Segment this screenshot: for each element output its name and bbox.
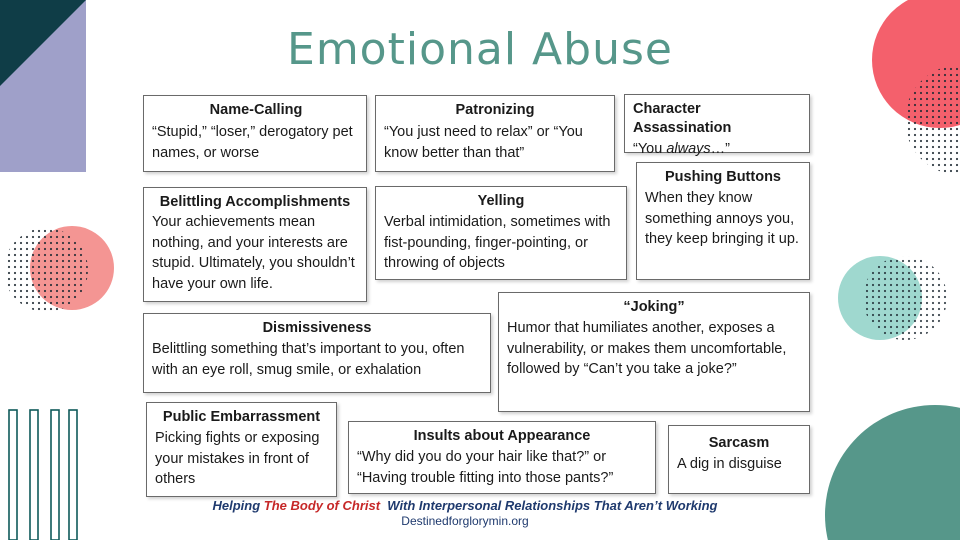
card-sarcasm xyxy=(668,425,810,494)
card-insults-appearance xyxy=(348,421,656,494)
card-body: Humor that humiliates another, exposes a vulnerability, or makes them uncomfortable, followed by “Can’t you take a joke?” xyxy=(507,320,787,377)
card-public-embarrassment xyxy=(146,402,337,497)
card-title: Pushing Buttons xyxy=(665,169,781,185)
card-title: Public Embarrassment xyxy=(162,409,321,425)
footer-part1: Helping xyxy=(212,498,264,513)
card-character-assassination xyxy=(624,94,810,157)
card-body: Verbal intimidation, sometimes with fist-pounding, finger-pointing, or throwing of objects xyxy=(384,214,611,271)
card-title: Yelling xyxy=(477,193,525,209)
card-patronizing xyxy=(375,95,615,172)
card-body: Belittling something that’s important to you, often with an eye roll, smug smile, or exhalation xyxy=(152,341,465,378)
card-yelling xyxy=(375,186,627,280)
card-body: “Stupid,” “loser,” derogatory pet names, or worse xyxy=(152,124,353,161)
card-title: Belittling Accomplishments xyxy=(159,194,351,210)
card-title: Sarcasm xyxy=(708,435,770,451)
card-joking xyxy=(498,292,810,412)
card-title: Dismissiveness xyxy=(262,320,372,336)
card-title: “Joking” xyxy=(623,299,685,315)
footer-highlight: The Body of Christ xyxy=(263,498,381,513)
card-body: When they know something annoys you, they keep bringing it up. xyxy=(645,190,799,247)
card-pushing-buttons xyxy=(636,162,810,280)
footer-website: Destinedforglorymin.org xyxy=(401,514,529,528)
card-body: A dig in disguise xyxy=(677,456,782,472)
card-body: “Why did you do your hair like that?” or “Having trouble fitting into those pants?” xyxy=(357,449,614,486)
card-body xyxy=(633,139,801,160)
footer-tagline xyxy=(0,498,930,513)
body-prefix: “You xyxy=(633,141,667,157)
left-circles xyxy=(4,226,114,312)
body-suffix: …” xyxy=(710,141,730,157)
card-body: “You just need to relax” or “You know better than that” xyxy=(384,124,583,161)
footer-part2: With Interpersonal Relationships That Aren’t Working xyxy=(380,498,718,513)
card-title: Patronizing xyxy=(455,102,535,118)
body-italic: always xyxy=(666,141,711,157)
card-body: Picking fights or exposing your mistakes in front of others xyxy=(155,430,320,487)
page-title: Emotional Abuse xyxy=(287,24,673,75)
card-body: Your achievements mean nothing, and your interests are stupid. Ultimately, you shouldn’t have your own life. xyxy=(152,214,355,292)
card-dismissiveness xyxy=(143,313,491,393)
card-title: Character Assassination xyxy=(633,101,732,136)
card-title: Insults about Appearance xyxy=(413,428,591,444)
right-mid-circles xyxy=(838,256,947,340)
card-name-calling xyxy=(143,95,367,172)
card-title: Name-Calling xyxy=(209,102,303,118)
card-belittling-accomplishments xyxy=(143,187,367,302)
